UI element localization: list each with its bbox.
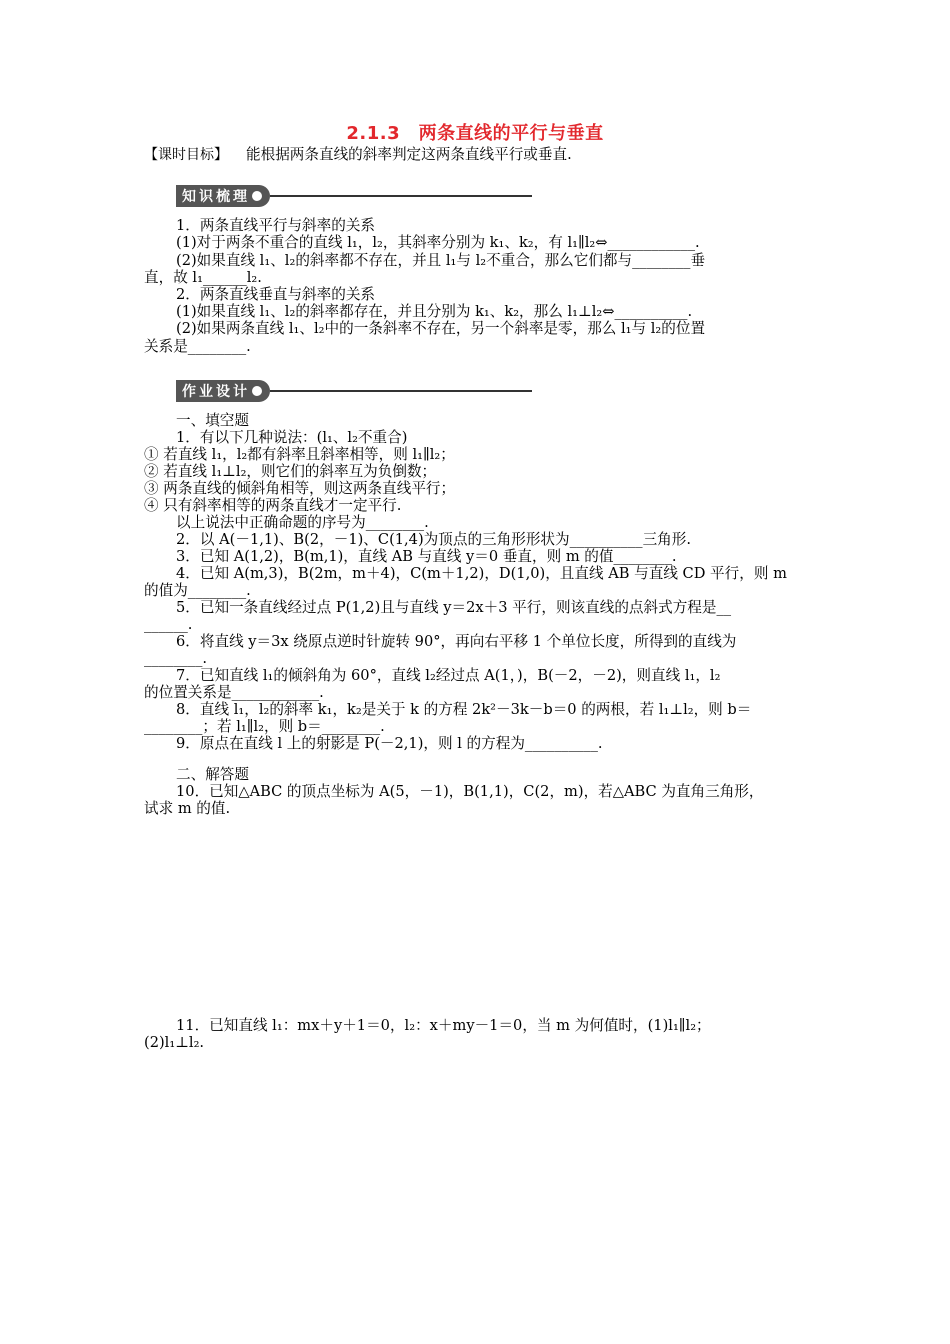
question-10-cont: 试求 m 的值. — [144, 800, 231, 817]
lesson-goal-label: 【课时目标】 — [144, 147, 228, 163]
question-1: 1．有以下几种说法：(l₁、l₂不重合) — [176, 429, 408, 446]
question-11: 11．已知直线 l₁：mx＋y＋1＝0，l₂：x＋my－1＝0，当 m 为何值时，(1)l₁∥l₂； — [176, 1017, 711, 1034]
question-5: 5．已知一条直线经过点 P(1,2)且与直线 y＝2x＋3 平行，则该直线的点斜式方程是__ — [176, 599, 732, 616]
question-4-cont: 的值为________. — [144, 582, 251, 599]
text-line: (1)对于两条不重合的直线 l₁，l₂，其斜率分别为 k₁、k₂，有 l₁∥l₂⇔____________. — [176, 234, 700, 251]
question-10: 10．已知△ABC 的顶点坐标为 A(5，－1)，B(1,1)，C(2，m)，若△ABC 为直角三角形， — [176, 783, 764, 800]
text-line: (1)如果直线 l₁、l₂的斜率都存在，并且分别为 k₁、k₂，那么 l₁⊥l₂⇔__________. — [176, 303, 693, 320]
text-line: 1．两条直线平行与斜率的关系 — [176, 217, 376, 234]
text-line: (2)如果直线 l₁、l₂的斜率都不存在，并且 l₁与 l₂不重合，那么它们都与________垂 — [176, 252, 706, 269]
text-line: 2．两条直线垂直与斜率的关系 — [176, 286, 376, 303]
page-title: 2.1.3 两条直线的平行与垂直 — [346, 123, 604, 144]
question-1-option: ② 若直线 l₁⊥l₂，则它们的斜率互为负倒数； — [144, 463, 437, 480]
section-rule — [270, 195, 532, 196]
question-8: 8．直线 l₁，l₂的斜率 k₁，k₂是关于 k 的方程 2k²－3k－b＝0 的两根，若 l₁⊥l₂，则 b＝ — [176, 701, 752, 718]
question-1-option: ④ 只有斜率相等的两条直线才一定平行. — [144, 497, 402, 514]
section-title-homework: 作业设计 — [182, 384, 250, 400]
question-3: 3．已知 A(1,2)，B(m,1)，直线 AB 与直线 y＝0 垂直，则 m 的值________. — [176, 548, 677, 565]
section-title-knowledge: 知识梳理 — [182, 189, 250, 205]
question-11-cont: (2)l₁⊥l₂. — [144, 1034, 205, 1051]
section-header-homework — [176, 380, 532, 402]
question-2: 2．以 A(－1,1)、B(2，－1)、C(1,4)为顶点的三角形形状为__________三角形. — [176, 531, 691, 548]
lesson-goal-text: 能根据两条直线的斜率判定这两条直线平行或垂直. — [246, 146, 572, 163]
question-9: 9．原点在直线 l 上的射影是 P(－2,1)，则 l 的方程为__________. — [176, 735, 603, 752]
section-rule — [270, 390, 532, 391]
question-1-option: ③ 两条直线的倾斜角相等，则这两条直线平行； — [144, 480, 456, 497]
question-5-cont: ______. — [144, 616, 193, 633]
subheading-solutions: 二、解答题 — [176, 766, 249, 783]
question-7-cont: 的位置关系是____________. — [144, 684, 324, 701]
question-7: 7．已知直线 l₁的倾斜角为 60°，直线 l₂经过点 A(1，)，B(－2，－2)，则直线 l₁，l₂ — [176, 667, 721, 684]
section-header-knowledge — [176, 185, 532, 207]
question-6-cont: ________. — [144, 650, 208, 667]
text-line: 关系是________. — [144, 338, 251, 355]
bullet-dot-icon — [252, 386, 262, 396]
text-line: 直，故 l₁______l₂. — [144, 269, 262, 286]
question-6: 6．将直线 y＝3x 绕原点逆时针旋转 90°，再向右平移 1 个单位长度，所得到的直线为 — [176, 633, 737, 650]
text-line: (2)如果两条直线 l₁、l₂中的一条斜率不存在，另一个斜率是零，那么 l₁与 l₂的位置 — [176, 320, 706, 337]
question-1-prompt: 以上说法中正确命题的序号为________. — [176, 514, 429, 531]
question-8-cont: ________；若 l₁∥l₂，则 b＝________. — [144, 718, 385, 735]
question-4: 4．已知 A(m,3)，B(2m，m＋4)，C(m＋1,2)，D(1,0)，且直线 AB 与直线 CD 平行，则 m — [176, 565, 787, 582]
question-1-option: ① 若直线 l₁，l₂都有斜率且斜率相等，则 l₁∥l₂； — [144, 446, 455, 463]
lesson-goal — [144, 146, 572, 164]
subheading-fill-blank: 一、填空题 — [176, 412, 249, 429]
bullet-dot-icon — [252, 191, 262, 201]
